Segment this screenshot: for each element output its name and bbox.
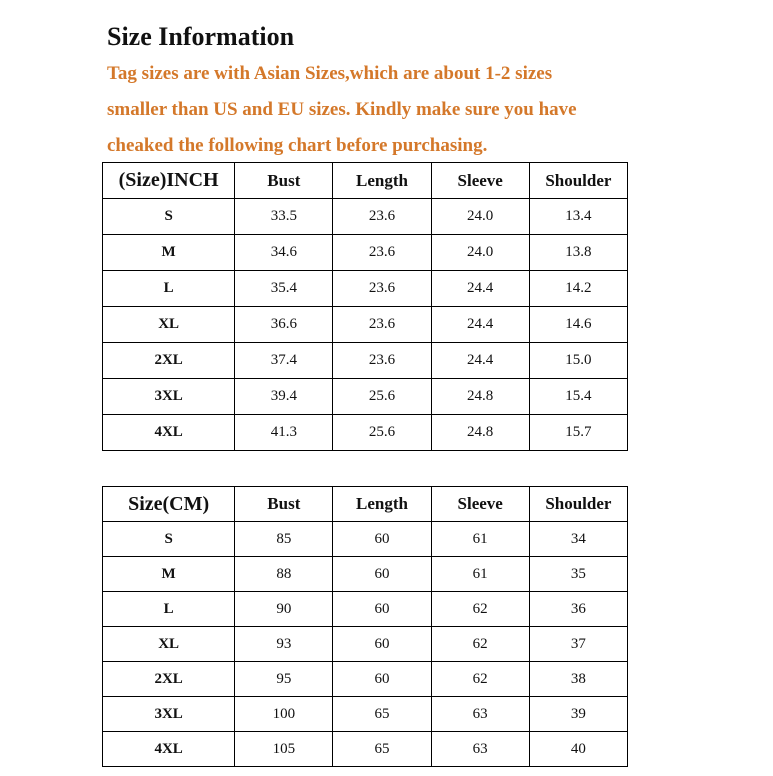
- measurement-cell: 105: [235, 732, 333, 767]
- measurement-cell: 15.0: [529, 343, 627, 379]
- table-row: [103, 732, 628, 767]
- measurement-cell: 39: [529, 697, 627, 732]
- measurement-cell: 40: [529, 732, 627, 767]
- measurement-cell: 62: [431, 627, 529, 662]
- measurement-cell: 23.6: [333, 199, 431, 235]
- size-column-header: Size(CM): [103, 487, 235, 522]
- table-row: [103, 415, 628, 451]
- measurement-cell: 24.8: [431, 379, 529, 415]
- page-title: Size Information: [107, 22, 295, 51]
- measurement-cell: 24.4: [431, 307, 529, 343]
- measurement-cell: 24.4: [431, 343, 529, 379]
- measurement-cell: 60: [333, 592, 431, 627]
- measurement-cell: 65: [333, 697, 431, 732]
- column-header: Sleeve: [431, 163, 529, 199]
- measurement-cell: 23.6: [333, 307, 431, 343]
- measurement-cell: 37: [529, 627, 627, 662]
- size-label-cell: L: [103, 592, 235, 627]
- table-row: [103, 522, 628, 557]
- measurement-cell: 38: [529, 662, 627, 697]
- measurement-cell: 63: [431, 732, 529, 767]
- table-row: [103, 199, 628, 235]
- measurement-cell: 13.8: [529, 235, 627, 271]
- measurement-cell: 60: [333, 522, 431, 557]
- cm-size-table: [102, 486, 628, 767]
- measurement-cell: 62: [431, 662, 529, 697]
- measurement-cell: 65: [333, 732, 431, 767]
- column-header: Shoulder: [529, 163, 627, 199]
- measurement-cell: 93: [235, 627, 333, 662]
- measurement-cell: 37.4: [235, 343, 333, 379]
- measurement-cell: 63: [431, 697, 529, 732]
- measurement-cell: 15.7: [529, 415, 627, 451]
- table-row: [103, 697, 628, 732]
- measurement-cell: 60: [333, 557, 431, 592]
- measurement-cell: 24.8: [431, 415, 529, 451]
- column-header: Shoulder: [529, 487, 627, 522]
- table-row: [103, 627, 628, 662]
- measurement-cell: 24.0: [431, 235, 529, 271]
- measurement-cell: 36.6: [235, 307, 333, 343]
- size-label-cell: 2XL: [103, 343, 235, 379]
- size-label-cell: XL: [103, 307, 235, 343]
- table-row: [103, 662, 628, 697]
- measurement-cell: 60: [333, 627, 431, 662]
- column-header: Bust: [235, 487, 333, 522]
- measurement-cell: 25.6: [333, 379, 431, 415]
- size-note-line-1: Tag sizes are with Asian Sizes,which are about 1-2 sizes: [107, 63, 553, 84]
- measurement-cell: 85: [235, 522, 333, 557]
- size-label-cell: 3XL: [103, 379, 235, 415]
- size-label-cell: M: [103, 235, 235, 271]
- size-label-cell: S: [103, 522, 235, 557]
- measurement-cell: 23.6: [333, 271, 431, 307]
- measurement-cell: 95: [235, 662, 333, 697]
- table-row: [103, 271, 628, 307]
- inch-size-table: [102, 162, 628, 451]
- size-label-cell: L: [103, 271, 235, 307]
- measurement-cell: 90: [235, 592, 333, 627]
- table-header-row: [103, 487, 628, 522]
- table-row: [103, 235, 628, 271]
- measurement-cell: 25.6: [333, 415, 431, 451]
- table-row: [103, 592, 628, 627]
- measurement-cell: 34: [529, 522, 627, 557]
- measurement-cell: 36: [529, 592, 627, 627]
- size-label-cell: 3XL: [103, 697, 235, 732]
- column-header: Length: [333, 487, 431, 522]
- size-label-cell: XL: [103, 627, 235, 662]
- measurement-cell: 13.4: [529, 199, 627, 235]
- measurement-cell: 88: [235, 557, 333, 592]
- measurement-cell: 14.6: [529, 307, 627, 343]
- measurement-cell: 39.4: [235, 379, 333, 415]
- measurement-cell: 24.4: [431, 271, 529, 307]
- size-label-cell: 2XL: [103, 662, 235, 697]
- measurement-cell: 23.6: [333, 343, 431, 379]
- table-row: [103, 557, 628, 592]
- measurement-cell: 60: [333, 662, 431, 697]
- measurement-cell: 100: [235, 697, 333, 732]
- size-column-header: (Size)INCH: [103, 163, 235, 199]
- size-label-cell: 4XL: [103, 415, 235, 451]
- column-header: Bust: [235, 163, 333, 199]
- measurement-cell: 41.3: [235, 415, 333, 451]
- measurement-cell: 23.6: [333, 235, 431, 271]
- measurement-cell: 34.6: [235, 235, 333, 271]
- table-row: [103, 307, 628, 343]
- measurement-cell: 24.0: [431, 199, 529, 235]
- measurement-cell: 33.5: [235, 199, 333, 235]
- measurement-cell: 62: [431, 592, 529, 627]
- measurement-cell: 15.4: [529, 379, 627, 415]
- measurement-cell: 35.4: [235, 271, 333, 307]
- table-row: [103, 379, 628, 415]
- size-label-cell: S: [103, 199, 235, 235]
- column-header: Sleeve: [431, 487, 529, 522]
- column-header: Length: [333, 163, 431, 199]
- measurement-cell: 35: [529, 557, 627, 592]
- size-label-cell: M: [103, 557, 235, 592]
- table-row: [103, 343, 628, 379]
- size-label-cell: 4XL: [103, 732, 235, 767]
- size-note-line-3: cheaked the following chart before purchasing.: [107, 135, 488, 156]
- size-note-line-2: smaller than US and EU sizes. Kindly make sure you have: [107, 99, 577, 120]
- table-header-row: [103, 163, 628, 199]
- measurement-cell: 14.2: [529, 271, 627, 307]
- measurement-cell: 61: [431, 557, 529, 592]
- measurement-cell: 61: [431, 522, 529, 557]
